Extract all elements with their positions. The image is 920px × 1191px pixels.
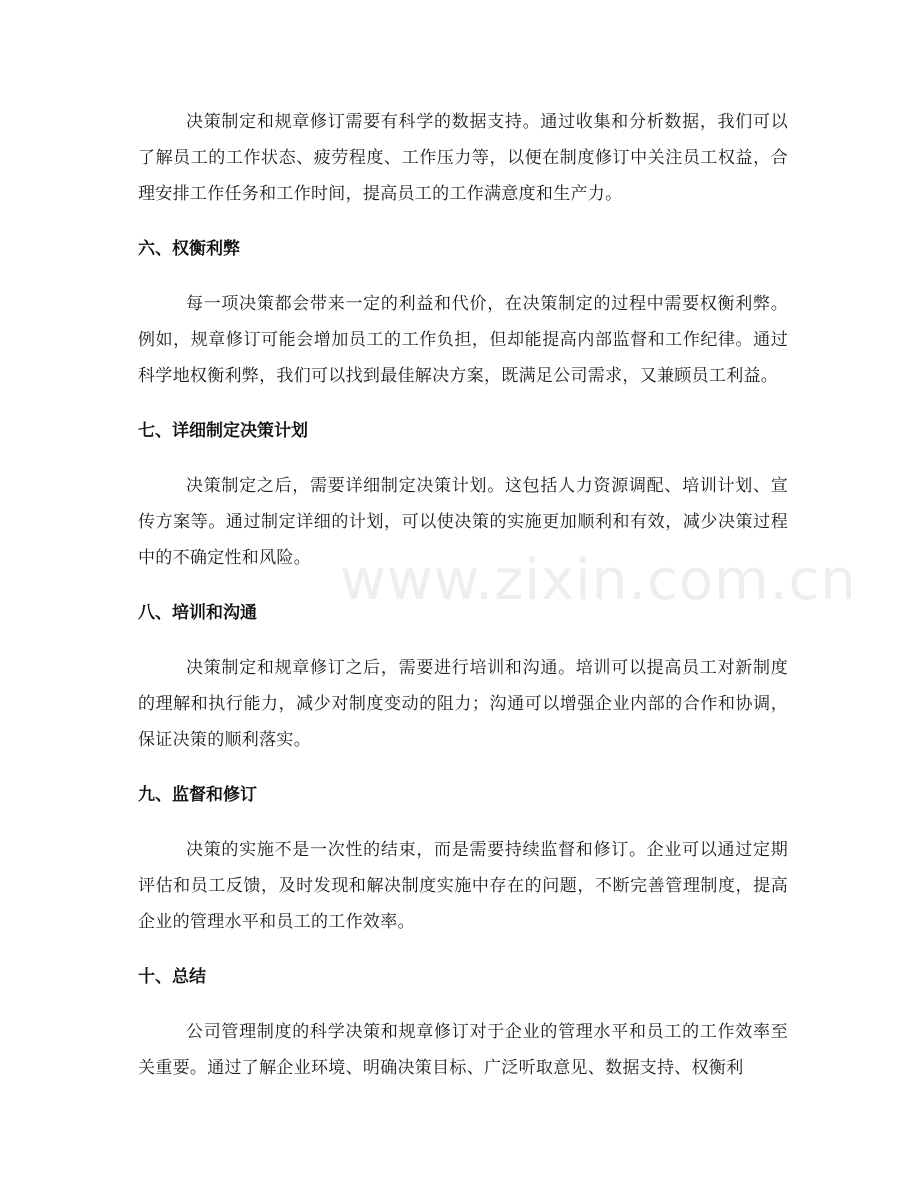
paragraph-section-7: 决策制定之后，需要详细制定决策计划。这包括人力资源调配、培训计划、宣传方案等。通过制定详细的计划，可以使决策的实施更加顺利和有效，减少决策过程中的不确定性和风险。 — [138, 476, 788, 568]
paragraph-section-10: 公司管理制度的科学决策和规章修订对于企业的管理水平和员工的工作效率至关重要。通过了解企业环境、明确决策目标、广泛听取意见、数据支持、权衡利 — [138, 1022, 788, 1078]
paragraph-section-6: 每一项决策都会带来一定的利益和代价，在决策制定的过程中需要权衡利弊。例如，规章修订可能会增加员工的工作负担，但却能提高内部监督和工作纪律。通过科学地权衡利弊，我们可以找到最佳解决方案，既满足公司需求，又兼顾员工利益。 — [138, 294, 788, 386]
paragraph-data-support: 决策制定和规章修订需要有科学的数据支持。通过收集和分析数据，我们可以了解员工的工作状态、疲劳程度、工作压力等，以便在制度修订中关注员工权益，合理安排工作任务和工作时间，提高员工的工作满意度和生产力。 — [138, 112, 788, 204]
heading-section-8: 八、培训和沟通 — [138, 603, 257, 623]
heading-section-6: 六、权衡利弊 — [138, 239, 240, 259]
heading-section-10: 十、总结 — [138, 967, 206, 987]
watermark-text: www.zixin.com.cn — [340, 548, 857, 613]
document-body — [138, 104, 788, 1086]
heading-section-9: 九、监督和修订 — [138, 785, 257, 805]
paragraph-section-8: 决策制定和规章修订之后，需要进行培训和沟通。培训可以提高员工对新制度的理解和执行能力，减少对制度变动的阻力；沟通可以增强企业内部的合作和协调，保证决策的顺利落实。 — [138, 658, 788, 750]
heading-section-7: 七、详细制定决策计划 — [138, 421, 308, 441]
paragraph-section-9: 决策的实施不是一次性的结束，而是需要持续监督和修订。企业可以通过定期评估和员工反馈，及时发现和解决制度实施中存在的问题，不断完善管理制度，提高企业的管理水平和员工的工作效率。 — [138, 840, 788, 932]
